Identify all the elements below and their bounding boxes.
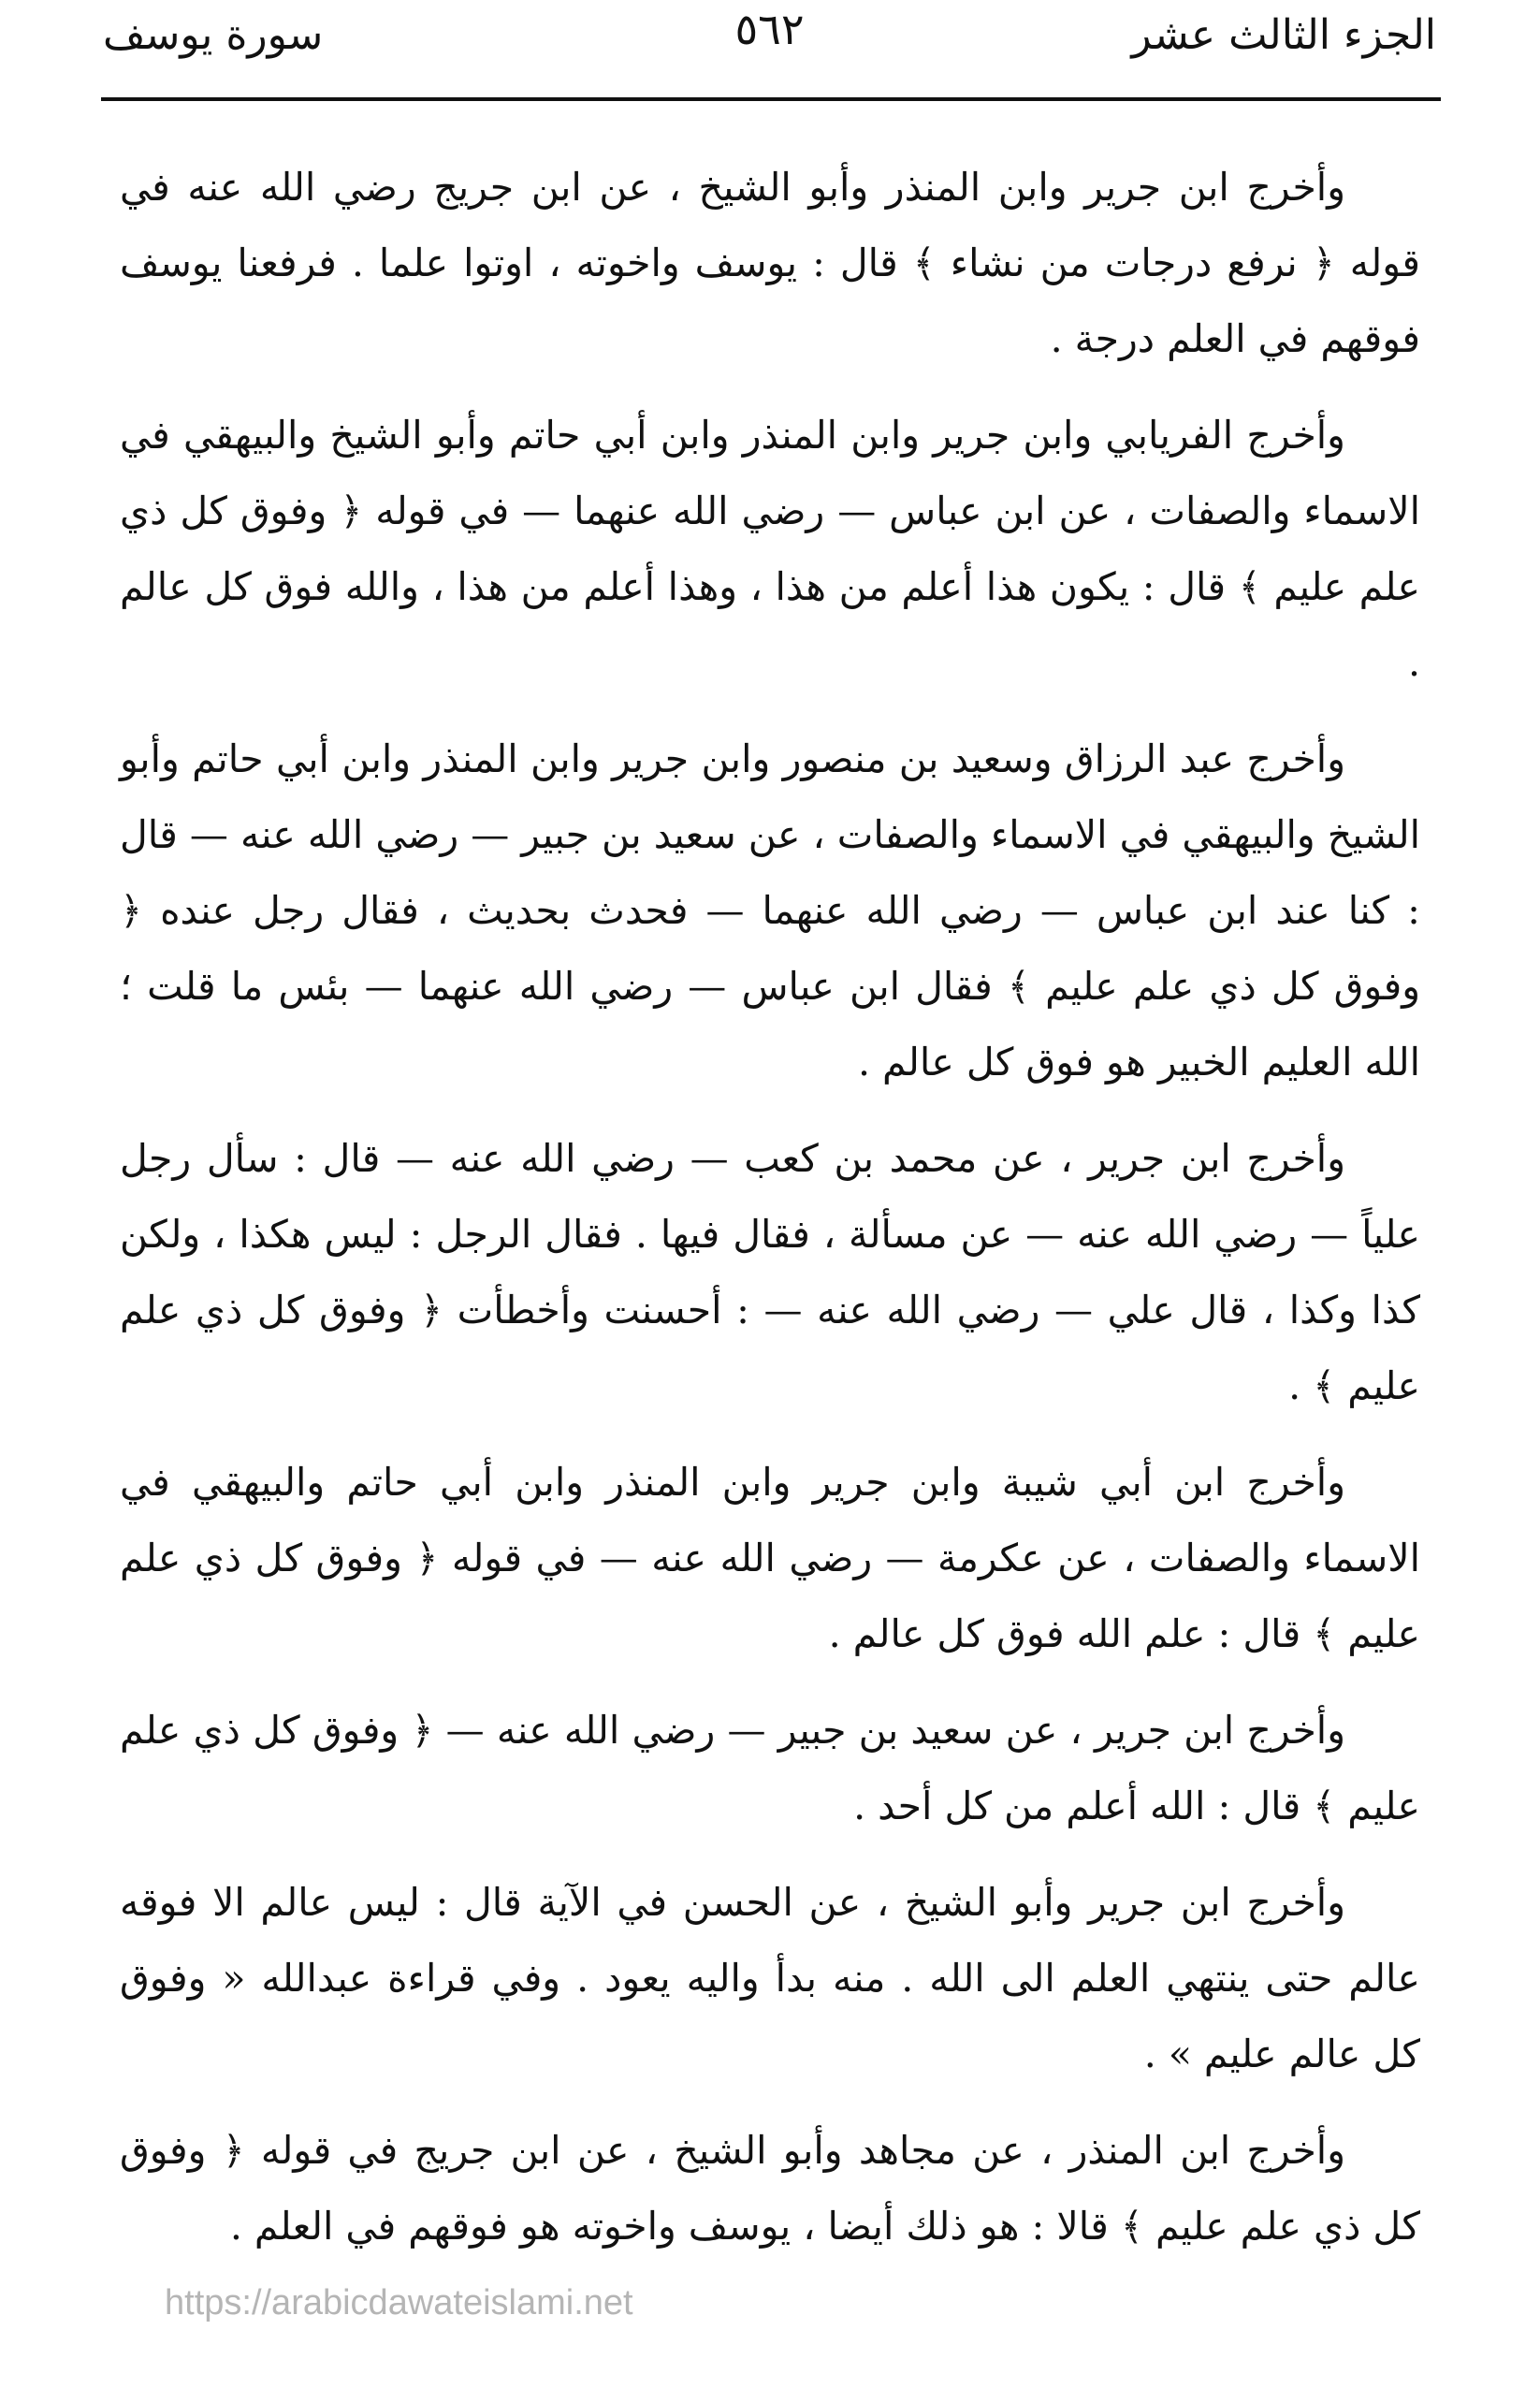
paragraph-7: وأخرج ابن جرير وأبو الشيخ ، عن الحسن في الآية قال : ليس عالم الا فوقه عالم حتى ينتهي العلم الى الله . منه بدأ واليه يعود . وفي قراءة عبدالله « وفوق كل عالم عليم » . — [120, 1880, 1420, 2076]
header-rule — [101, 97, 1441, 101]
paragraph-2: وأخرج الفريابي وابن جرير وابن المنذر وابن أبي حاتم وأبو الشيخ والبيهقي في الاسماء والصفات ، عن ابن عباس — رضي الله عنهما — في قوله ﴿ وفوق كل ذي علم عليم ﴾ قال : يكون هذا أعلم من هذا ، وهذا أعلم من هذا ، والله فوق كل عالم . — [120, 413, 1420, 685]
paragraph-3: وأخرج عبد الرزاق وسعيد بن منصور وابن جرير وابن المنذر وابن أبي حاتم وأبو الشيخ والبيهقي في الاسماء والصفات ، عن سعيد بن جبير — رضي الله عنه — قال : كنا عند ابن عباس — رضي الله عنهما — فحدث بحديث ، فقال رجل عنده ﴿ وفوق كل ذي علم عليم ﴾ فقال ابن عباس — رضي الله عنهما — بئس ما قلت ؛ الله العليم الخبير هو فوق كل عالم . — [120, 736, 1420, 1085]
paragraph-8: وأخرج ابن المنذر ، عن مجاهد وأبو الشيخ ، عن ابن جريج في قوله ﴿ وفوق كل ذي علم عليم ﴾ قالا : هو ذلك أيضا ، يوسف واخوته هو فوقهم في العلم . — [120, 2128, 1420, 2249]
surah-title: سورة يوسف — [103, 11, 324, 59]
paragraph-6: وأخرج ابن جرير ، عن سعيد بن جبير — رضي الله عنه — ﴿ وفوق كل ذي علم عليم ﴾ قال : الله أعلم من كل أحد . — [120, 1708, 1420, 1828]
part-title: الجزء الثالث عشر — [1131, 11, 1436, 59]
watermark-url: https://arabicdawateislami.net — [165, 2283, 633, 2322]
page-number: ٥٦٢ — [734, 4, 805, 54]
page-body — [120, 150, 1420, 2285]
paragraph-1: وأخرج ابن جرير وابن المنذر وأبو الشيخ ، عن ابن جريج رضي الله عنه في قوله ﴿ نرفع درجات من نشاء ﴾ قال : يوسف واخوته ، اوتوا علما . فرفعنا يوسف فوقهم في العلم درجة . — [120, 165, 1420, 361]
page-header — [103, 0, 1436, 105]
paragraph-5: وأخرج ابن أبي شيبة وابن جرير وابن المنذر وابن أبي حاتم والبيهقي في الاسماء والصفات ، عن عكرمة — رضي الله عنه — في قوله ﴿ وفوق كل ذي علم عليم ﴾ قال : علم الله فوق كل عالم . — [120, 1460, 1420, 1656]
paragraph-4: وأخرج ابن جرير ، عن محمد بن كعب — رضي الله عنه — قال : سأل رجل علياً — رضي الله عنه — عن مسألة ، فقال فيها . فقال الرجل : ليس هكذا ، ولكن كذا وكذا ، قال علي — رضي الله عنه — : أحسنت وأخطأت ﴿ وفوق كل ذي علم عليم ﴾ . — [120, 1136, 1420, 1408]
